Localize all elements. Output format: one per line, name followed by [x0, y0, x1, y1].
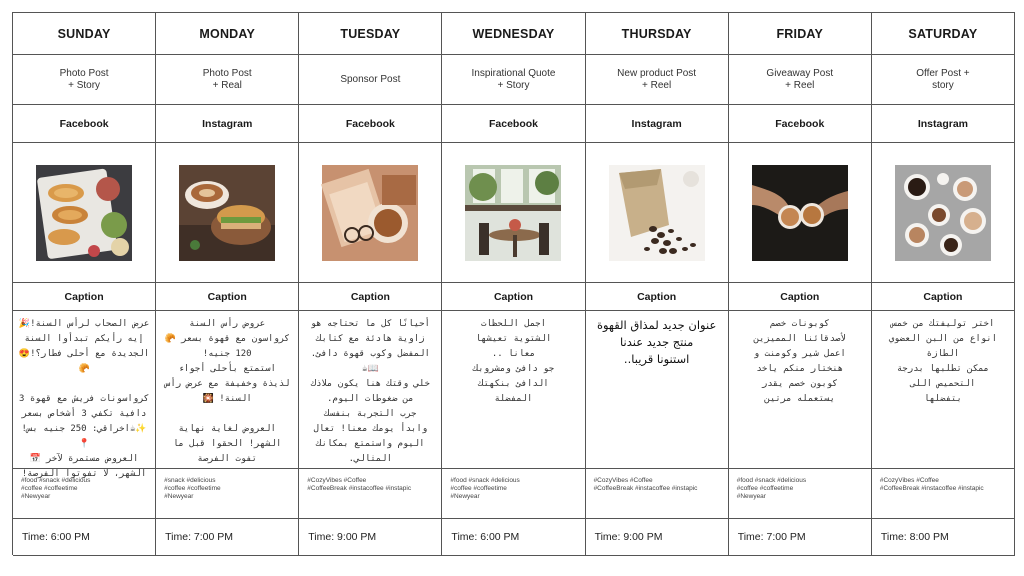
platform-label: Instagram — [872, 105, 1015, 143]
day-header: FRIDAY — [729, 13, 872, 55]
caption-text: عنوان جديد لمذاق القهوة منتج جديد عندنا استنونا قريبا.. — [586, 311, 729, 469]
post-time: Time: 7:00 PM — [729, 519, 872, 556]
post-image-cell — [13, 143, 156, 283]
post-time: Time: 9:00 PM — [299, 519, 442, 556]
caption-text: أحيانًا كل ما تحتاجه هو زاوية هادئة مع كتابك المفضل وكوب قهوة دافئ. 📖☕ خلي وقتك هنا يكون ملاذك من ضغوطات اليوم. جرب التجربة بنفسك وابدأ يومك معنا! تعال اليوم واستمتع بمكانك المثالي. — [299, 311, 442, 469]
caption-text: كوبونات خصم لأصدقائنا المميزين اعمل شير وكومنت و هنختار منكم ياخد كوبون خصم يقدر يستعمله مرتين — [729, 311, 872, 469]
caption-label: Caption — [729, 283, 872, 311]
post-image-coffee-beans-bag — [609, 165, 705, 261]
hashtags: #food #snack #delicious #coffee #coffeetime #Newyear — [442, 469, 585, 519]
caption-text: اجمل اللحظات الشتوية تعيشها معانا .. جو دافئ ومشروبك الدافئ بنكهتك المفضلة — [442, 311, 585, 469]
caption-label: Caption — [586, 283, 729, 311]
platform-label: Instagram — [156, 105, 299, 143]
post-time: Time: 6:00 PM — [13, 519, 156, 556]
caption-text: اختر توليفتك من خمس انواع من البن العضوي الطازة ممكن تطلبها بدرجة التحميص اللى بتفضلها — [872, 311, 1015, 469]
weekly-content-calendar — [12, 12, 1015, 555]
post-type: Photo Post + Story — [13, 55, 156, 105]
caption-text: عروض رأس السنة كرواسون مع قهوة بسعر 🥐 120 جنيه! استمتع بأحلى أجواء لذيذة وخفيفة مع عرض رأس السنة! 🎇 العروض لغاية نهاية الشهر! الحقوا قبل ما تفوت الفرصة — [156, 311, 299, 469]
hashtags: #CozyVibes #Coffee #CoffeeBreak #instacoffee #instapic — [872, 469, 1015, 519]
caption-label: Caption — [13, 283, 156, 311]
platform-label: Facebook — [299, 105, 442, 143]
post-image-cell — [156, 143, 299, 283]
post-type: Inspirational Quote + Story — [442, 55, 585, 105]
day-header: WEDNESDAY — [442, 13, 585, 55]
post-type: New product Post + Reel — [586, 55, 729, 105]
platform-label: Facebook — [729, 105, 872, 143]
caption-text: عرض الصحاب لرأس السنة!🎉 إيه رأيكم تبدأوا السنة الجديدة مع أحلى فطار؟!😍 🥐 كرواسونات فريش مع قهوة 3 دافية تكفي 3 أشخاص بسعر ✨☕اخراقي: 250 جنيه بس! 📍 العروض مستمرة لآخر 📅 الشهر، لا تفوتوا الفرصة! — [13, 311, 156, 469]
post-image-coffee-cups-flatlay — [895, 165, 991, 261]
post-time: Time: 6:00 PM — [442, 519, 585, 556]
post-type: Giveaway Post + Reel — [729, 55, 872, 105]
day-header: THURSDAY — [586, 13, 729, 55]
post-type: Photo Post + Real — [156, 55, 299, 105]
platform-label: Facebook — [13, 105, 156, 143]
caption-label: Caption — [299, 283, 442, 311]
post-image-cell — [299, 143, 442, 283]
day-header: SATURDAY — [872, 13, 1015, 55]
post-time: Time: 7:00 PM — [156, 519, 299, 556]
hashtags: #food #snack #delicious #coffee #coffeetime #Newyear — [729, 469, 872, 519]
caption-label: Caption — [156, 283, 299, 311]
post-image-cell — [586, 143, 729, 283]
post-image-two-cups-cheers — [752, 165, 848, 261]
hashtags: #snack #delicious #coffee #coffeetime #Newyear — [156, 469, 299, 519]
post-image-cell — [729, 143, 872, 283]
post-time: Time: 9:00 PM — [586, 519, 729, 556]
hashtags: #CozyVibes #Coffee #CoffeeBreak #instacoffee #instapic — [586, 469, 729, 519]
post-image-cafe-interior — [465, 165, 561, 261]
post-image-cell — [872, 143, 1015, 283]
hashtags: #food #snack #delicious #coffee #coffeetime #Newyear — [13, 469, 156, 519]
post-type: Offer Post + story — [872, 55, 1015, 105]
post-image-coffee-book — [322, 165, 418, 261]
caption-label: Caption — [442, 283, 585, 311]
post-image-coffee-croissant — [179, 165, 275, 261]
day-header: SUNDAY — [13, 13, 156, 55]
post-time: Time: 8:00 PM — [872, 519, 1015, 556]
platform-label: Facebook — [442, 105, 585, 143]
post-image-croissant-platter — [36, 165, 132, 261]
day-header: MONDAY — [156, 13, 299, 55]
post-type: Sponsor Post — [299, 55, 442, 105]
platform-label: Instagram — [586, 105, 729, 143]
post-image-cell — [442, 143, 585, 283]
hashtags: #CozyVibes #Coffee #CoffeeBreak #instacoffee #instapic — [299, 469, 442, 519]
caption-label: Caption — [872, 283, 1015, 311]
day-header: TUESDAY — [299, 13, 442, 55]
